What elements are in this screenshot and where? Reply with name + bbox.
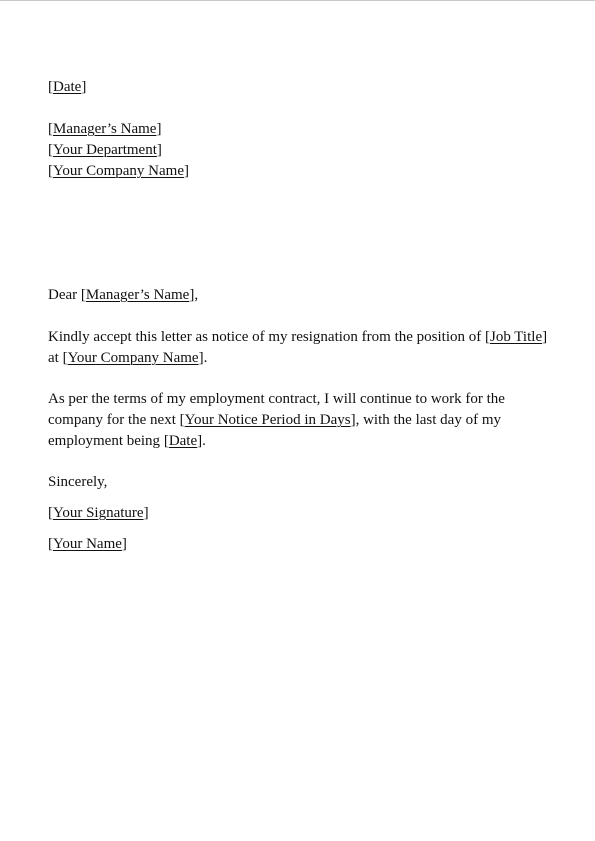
paragraph1-line2-prefix: at [48,350,63,366]
letter-date: [Date] [48,79,87,95]
name-line: [Your Name] [48,536,127,552]
paragraph1-text: Kindly accept this letter as notice of my resignation from the position of [48,329,485,345]
paragraph1-company-name-placeholder[interactable]: Your Company Name [67,350,199,366]
paragraph2-line2-suffix: , with the last day of my [355,412,501,428]
sign-off: Sincerely, [48,474,108,490]
job-title-placeholder[interactable]: Job Title [489,329,543,345]
paragraph1-line1: Kindly accept this letter as notice of my resignation from the position of [Job Title] [48,329,548,345]
recipient-manager-name: [Manager’s Name] [48,121,162,137]
salutation-prefix: Dear [48,287,81,303]
paragraph2-line3-suffix: . [202,433,206,449]
paragraph2-line2-prefix: company for the next [48,412,180,428]
recipient-company-name: [Your Company Name] [48,163,189,179]
signature-line: [Your Signature] [48,505,149,521]
department-placeholder[interactable]: Your Department [53,142,157,158]
page-top-border [0,0,595,1]
salutation-manager-name-placeholder[interactable]: Manager’s Name [85,287,190,303]
paragraph1-line2: at [Your Company Name]. [48,350,208,366]
paragraph2-line2: company for the next [Your Notice Period in Days], with the last day of my [48,412,501,428]
paragraph1-line2-suffix: . [203,350,208,366]
name-placeholder[interactable]: Your Name [53,536,122,552]
paragraph2-line3: employment being [Date]. [48,433,206,449]
paragraph2-line3-prefix: employment being [48,433,164,449]
recipient-department: [Your Department] [48,142,162,158]
date-placeholder[interactable]: Date [53,79,82,95]
company-name-placeholder[interactable]: Your Company Name [53,163,184,179]
signature-placeholder[interactable]: Your Signature [53,505,144,521]
paragraph2-text: As per the terms of my employment contract, I will continue to work for the [48,391,505,407]
salutation-suffix: , [194,287,199,303]
paragraph2-line1 [48,389,505,410]
notice-period-placeholder[interactable]: Your Notice Period in Days [184,412,351,428]
salutation: Dear [Manager’s Name], [48,287,199,303]
last-date-placeholder[interactable]: Date [168,433,198,449]
manager-name-placeholder[interactable]: Manager’s Name [53,121,157,137]
